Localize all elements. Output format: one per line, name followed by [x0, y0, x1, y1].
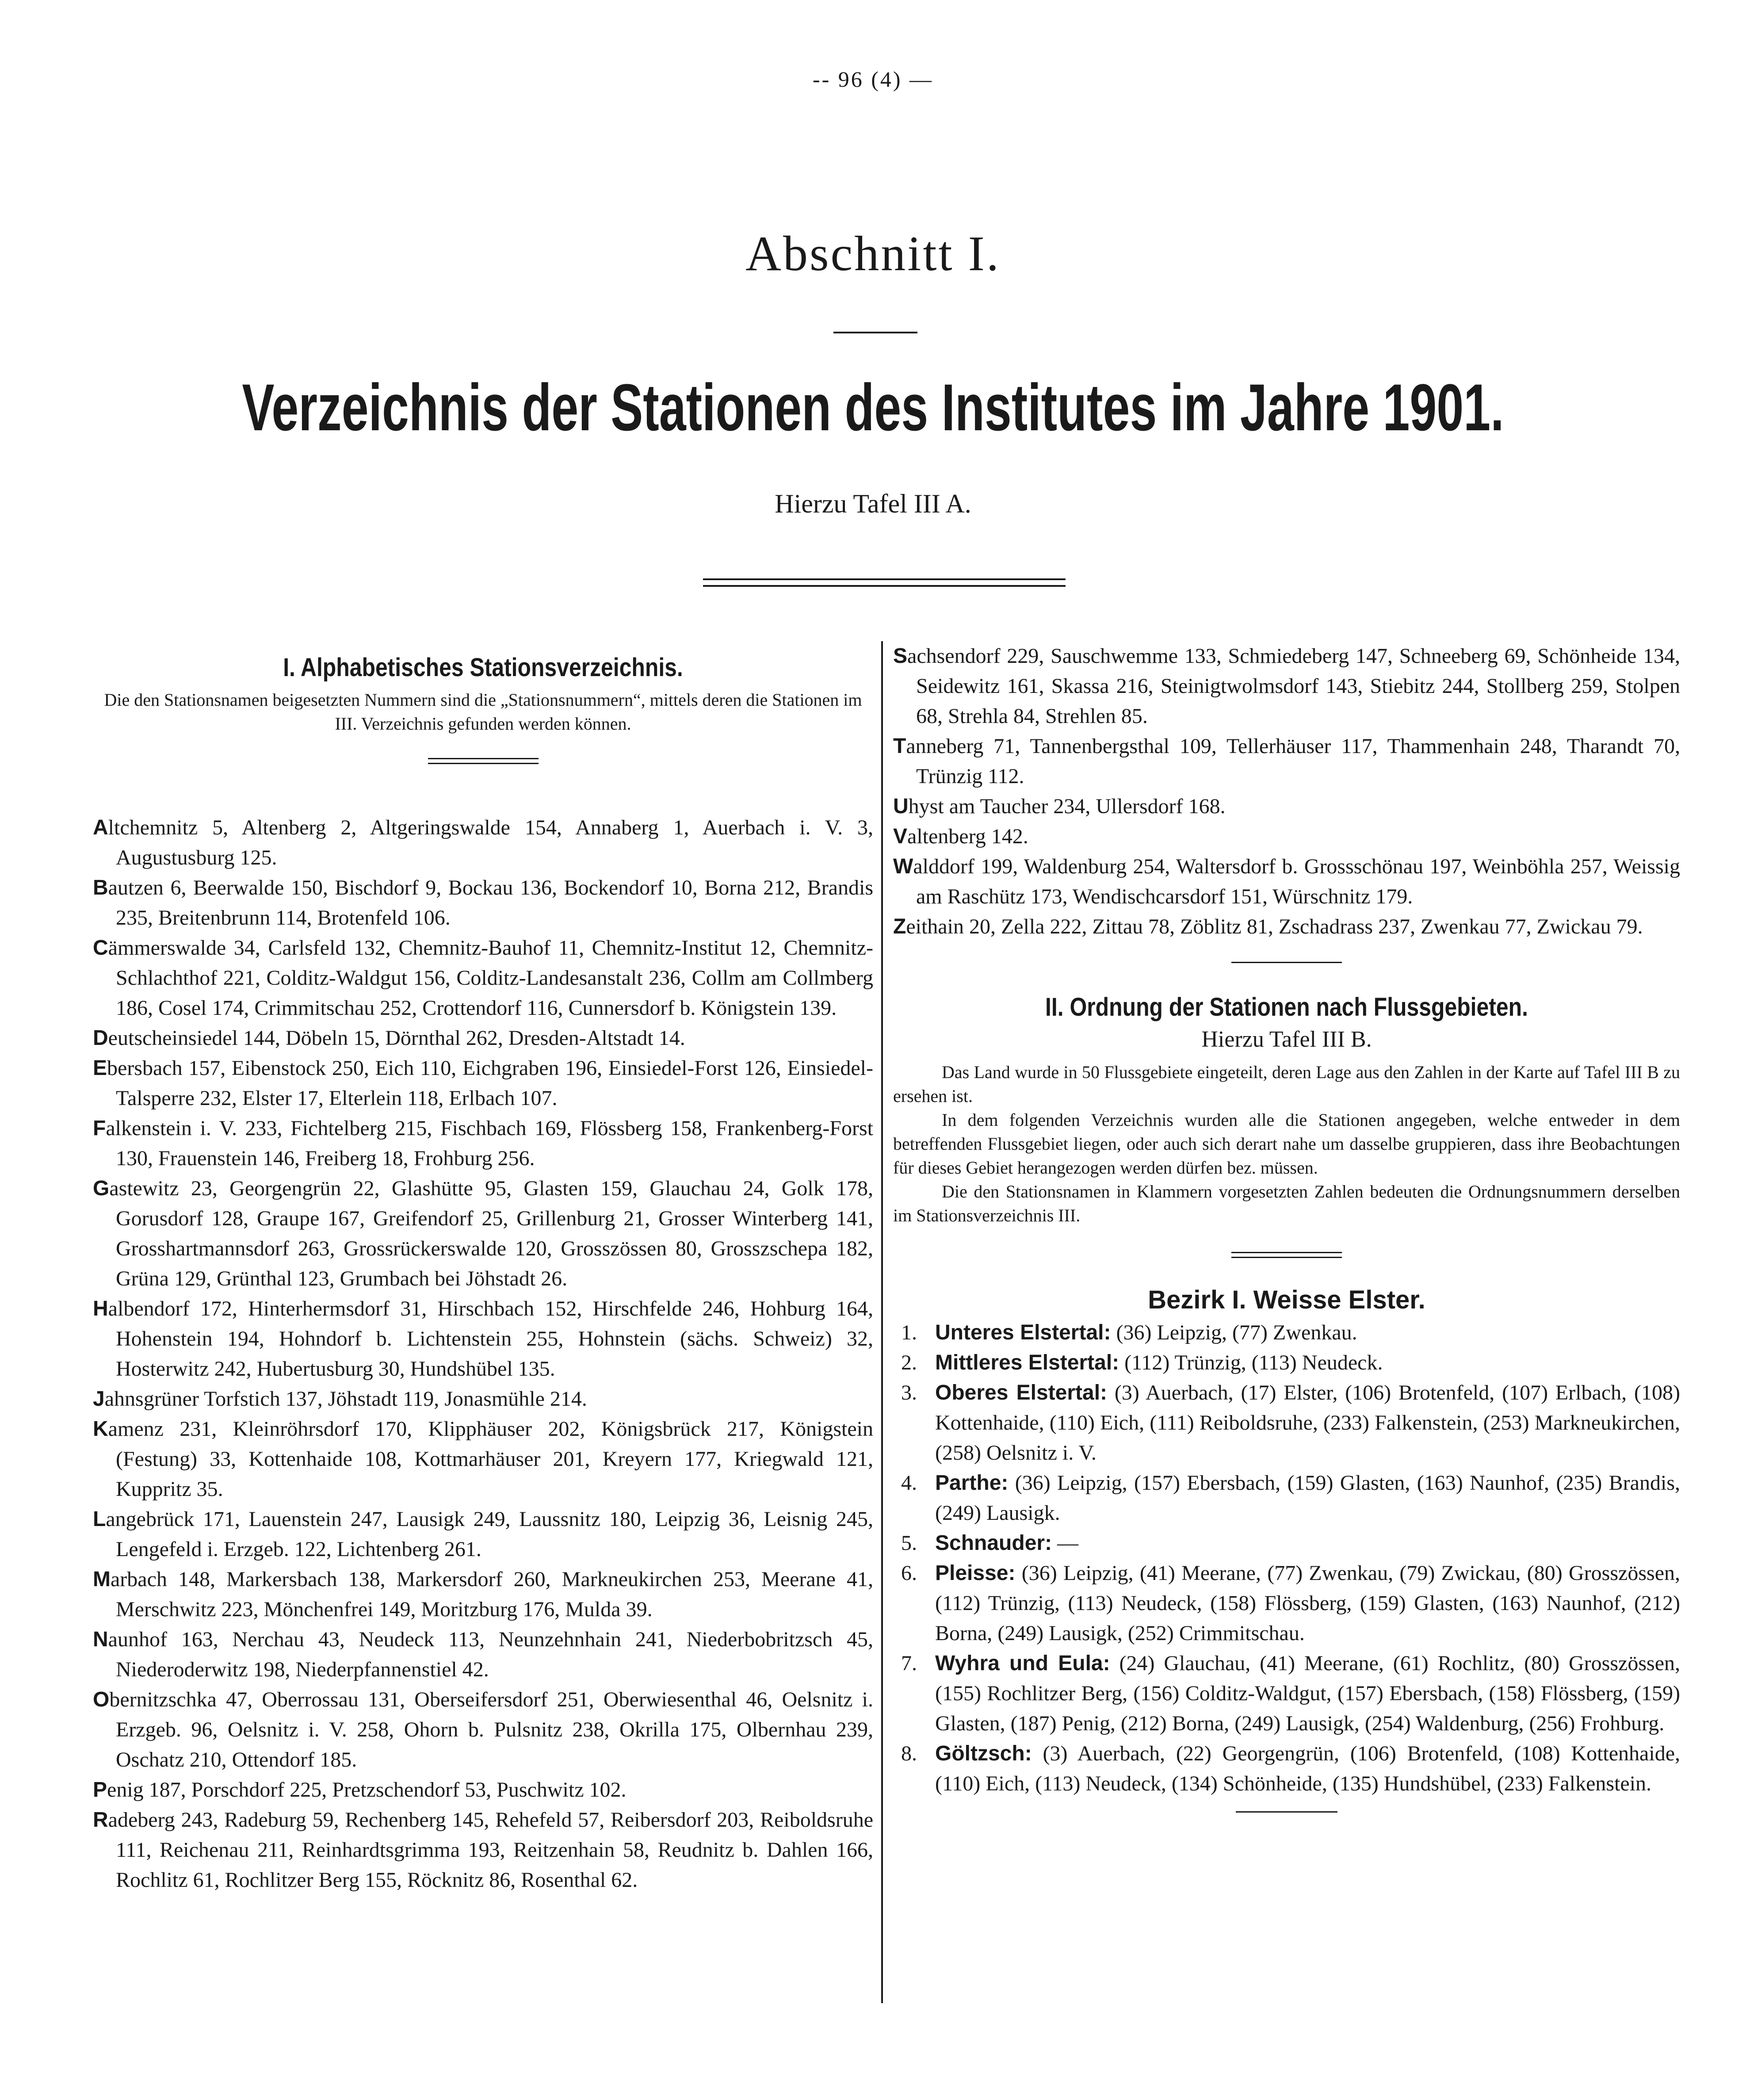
entry-initial: V: [893, 825, 908, 848]
entry-text: amenz 231, Kleinröhrsdorf 170, Klipphäuser 202, Königsbrück 217, Königstein (Festung) 33, Kottenhaide 108, Kottmarhäuser 201, Kreyern 177, Kriegwald 121, Kuppritz 35.: [108, 1417, 873, 1501]
entry-text: achsendorf 229, Sauschwemme 133, Schmiedeberg 147, Schneeberg 69, Schönheide 134, Seidewitz 161, Skassa 216, Steinigtwolmsdorf 143, Stiebitz 244, Stollberg 259, Stolpen 68, Strehla 84, Strehlen 85.: [907, 644, 1680, 728]
area-name: Unteres Elstertal:: [935, 1321, 1111, 1344]
entry-initial: U: [893, 795, 909, 818]
area-name: Pleisse:: [935, 1561, 1016, 1585]
entry-initial: T: [893, 734, 906, 758]
entry-initial: L: [93, 1507, 106, 1531]
part2-paragraph: Das Land wurde in 50 Flussgebiete eingeteilt, deren Lage aus den Zahlen in der Karte auf Tafel III B zu ersehen ist.: [893, 1062, 1680, 1106]
station-entry: [93, 1625, 873, 1685]
station-list-left: [93, 813, 873, 1895]
entry-text: astewitz 23, Georgengrün 22, Glashütte 95, Glasten 159, Glauchau 24, Golk 178, Gorusdorf 128, Graupe 167, Greifendorf 25, Grillenburg 21, Grosser Winterberg 141, Grosshartmannsdorf 263, Grossrückerswalde 120, Grosszössen 80, Grosszschepa 182, Grüna 129, Grünthal 123, Grumbach bei Jöhstadt 26.: [109, 1177, 873, 1290]
station-entry: [93, 933, 873, 1023]
station-entry: [893, 731, 1680, 792]
part2-subheading: Hierzu Tafel III B.: [1201, 1027, 1372, 1052]
station-entry: [93, 1294, 873, 1384]
station-entry: [893, 912, 1680, 942]
entry-text: eutscheinsiedel 144, Döbeln 15, Dörnthal 262, Dresden-Altstadt 14.: [108, 1026, 685, 1050]
flussgebiet-item: [893, 1348, 1680, 1378]
entry-text: alddorf 199, Waldenburg 254, Waltersdorf b. Grossschönau 197, Weinböhla 257, Weissig am Raschütz 173, Wendischcarsdorf 151, Würschnitz 179.: [913, 855, 1680, 908]
station-entry: [93, 1174, 873, 1294]
entry-initial: J: [93, 1387, 105, 1411]
bezirk-title: Bezirk I. Weisse Elster.: [1148, 1285, 1425, 1314]
station-entry: [93, 873, 873, 933]
entry-initial: B: [93, 876, 108, 899]
entry-text: aunhof 163, Nerchau 43, Neudeck 113, Neunzehnhain 241, Niederbobritzsch 45, Niederoderwitz 198, Niederpfannenstiel 42.: [108, 1628, 873, 1681]
entry-initial: Z: [893, 915, 906, 938]
entry-initial: W: [893, 855, 913, 878]
item-number: 2.: [901, 1351, 917, 1374]
station-entry: [93, 1504, 873, 1564]
entry-initial: G: [93, 1177, 110, 1200]
flussgebiet-list: [893, 1318, 1680, 1799]
station-entry: [893, 792, 1680, 822]
station-entry: [93, 1775, 873, 1805]
area-stations: (24) Glauchau, (41) Meerane, (61) Rochlitz, (80) Grosszössen, (155) Rochlitzer Berg, (156) Colditz-Waldgut, (157) Ebersbach, (158) Flössberg, (159) Glasten, (187) Penig, (212) Borna, (249) Lausigk, (254) Waldenburg, (256) Frohburg.: [935, 1652, 1680, 1735]
part1-rule: [428, 758, 539, 764]
area-stations: (112) Trünzig, (113) Neudeck.: [1119, 1351, 1383, 1374]
entry-initial: M: [93, 1568, 111, 1591]
entry-initial: H: [93, 1297, 108, 1320]
station-entry: [893, 641, 1680, 731]
area-name: Parthe:: [935, 1471, 1009, 1495]
station-list-right: [893, 641, 1680, 942]
entry-text: ahnsgrüner Torfstich 137, Jöhstadt 119, Jonasmühle 214.: [104, 1387, 587, 1411]
item-number: 3.: [901, 1381, 917, 1404]
entry-text: altenberg 142.: [907, 825, 1028, 848]
station-entry: [93, 1685, 873, 1775]
entry-initial: D: [93, 1026, 108, 1050]
entry-text: bernitzschka 47, Oberrossau 131, Oberseifersdorf 251, Oberwiesenthal 46, Oelsnitz i. Erzgeb. 96, Oelsnitz i. V. 258, Ohorn b. Pulsnitz 238, Okrilla 175, Olbernhau 239, Oschatz 210, Ottendorf 185.: [109, 1688, 873, 1771]
station-entry: [893, 822, 1680, 852]
flussgebiet-item: [893, 1558, 1680, 1649]
entry-text: eithain 20, Zella 222, Zittau 78, Zöblitz 81, Zschadrass 237, Zwenkau 77, Zwickau 79.: [906, 915, 1643, 938]
entry-text: hyst am Taucher 234, Ullersdorf 168.: [908, 795, 1226, 818]
station-entry: [93, 1414, 873, 1504]
entry-initial: P: [93, 1778, 107, 1802]
entry-initial: O: [93, 1688, 110, 1711]
subtitle: Hierzu Tafel III A.: [775, 489, 971, 518]
end-rule: [1236, 1811, 1337, 1813]
item-number: 1.: [901, 1321, 917, 1344]
entry-initial: N: [93, 1628, 108, 1651]
item-number: 5.: [901, 1531, 917, 1555]
section-title: Abschnitt I.: [745, 226, 1001, 281]
entry-initial: A: [93, 816, 108, 839]
area-name: Schnauder:: [935, 1531, 1052, 1555]
entry-initial: F: [93, 1117, 106, 1140]
entry-text: arbach 148, Markersbach 138, Markersdorf 260, Markneukirchen 253, Meerane 41, Merschwitz 223, Mönchenfrei 149, Moritzburg 176, Mulda 39.: [110, 1568, 873, 1621]
entry-initial: E: [93, 1056, 107, 1080]
area-stations: (36) Leipzig, (77) Zwenkau.: [1111, 1321, 1357, 1344]
entry-text: enig 187, Porschdorf 225, Pretzschendorf 53, Puschwitz 102.: [107, 1778, 627, 1802]
flussgebiet-item: [893, 1468, 1680, 1528]
entry-text: ämmerswalde 34, Carlsfeld 132, Chemnitz-Bauhof 11, Chemnitz-Institut 12, Chemnitz-Schlachthof 221, Colditz-Waldgut 156, Colditz-Landesanstalt 236, Collm am Collmberg 186, Cosel 174, Crimmitschau 252, Crottendorf 116, Cunnersdorf b. Königstein 139.: [108, 936, 873, 1020]
station-entry: [93, 1564, 873, 1625]
entry-initial: K: [93, 1417, 108, 1441]
flussgebiet-item: [893, 1378, 1680, 1468]
flussgebiet-item: [893, 1318, 1680, 1348]
entry-text: angebrück 171, Lauenstein 247, Lausigk 249, Laussnitz 180, Leipzig 36, Leisnig 245, Lengefeld i. Erzgeb. 122, Lichtenberg 261.: [106, 1507, 873, 1561]
item-number: 7.: [901, 1652, 917, 1675]
station-entry: [93, 1113, 873, 1174]
station-entry: [893, 852, 1680, 912]
entry-initial: S: [893, 644, 908, 668]
area-stations: (3) Auerbach, (17) Elster, (106) Brotenfeld, (107) Erlbach, (108) Kottenhaide, (110) Eich, (111) Reiboldsruhe, (233) Falkenstein, (253) Markneukirchen, (258) Oelsnitz i. V.: [935, 1381, 1680, 1465]
flussgebiet-item: [893, 1649, 1680, 1739]
item-number: 4.: [901, 1471, 917, 1495]
area-stations: (36) Leipzig, (157) Ebersbach, (159) Glasten, (163) Naunhof, (235) Brandis, (249) Lausigk.: [935, 1471, 1680, 1525]
entry-text: ltchemnitz 5, Altenberg 2, Altgeringswalde 154, Annaberg 1, Auerbach i. V. 3, Augustusburg 125.: [108, 816, 873, 869]
column-divider: [881, 641, 883, 2003]
station-entry: [93, 1805, 873, 1895]
entry-text: alkenstein i. V. 233, Fichtelberg 215, Fischbach 169, Flössberg 158, Frankenberg-Forst 130, Frauenstein 146, Freiberg 18, Frohburg 256.: [106, 1117, 873, 1170]
part2-paragraph: In dem folgenden Verzeichnis wurden alle die Stationen angegeben, welche entweder in dem betreffenden Flussgebiet liegen, oder auch sich derart nahe um dasselbe gruppieren, dass ihre Beobachtungen für dieses Gebiet herangezogen werden dürfen bez. müssen.: [893, 1110, 1680, 1178]
double-rule: [703, 578, 1066, 587]
page-number: -- 96 (4) —: [812, 67, 934, 92]
area-stations: —: [1052, 1531, 1079, 1555]
part1-intro: Die den Stationsnamen beigesetzten Nummern sind die „Stationsnummern“, mittels deren die Stationen im III. Verzeichnis gefunden werden können.: [104, 690, 862, 734]
area-name: Göltzsch:: [935, 1742, 1032, 1765]
area-stations: (36) Leipzig, (41) Meerane, (77) Zwenkau, (79) Zwickau, (80) Grosszössen, (112) Trünzig, (113) Neudeck, (158) Flössberg, (159) Glasten, (163) Naunhof, (212) Borna, (249) Lausigk, (252) Crimmitschau.: [935, 1561, 1680, 1645]
entry-initial: C: [93, 936, 108, 960]
area-name: Oberes Elstertal:: [935, 1381, 1108, 1404]
entry-text: anneberg 71, Tannenbergsthal 109, Tellerhäuser 117, Thammenhain 248, Tharandt 70, Trünzig 112.: [906, 734, 1680, 788]
part2-rule: [1231, 1252, 1342, 1258]
part1-heading: I. Alphabetisches Stationsverzeichnis.: [283, 653, 683, 682]
entry-text: bersbach 157, Eibenstock 250, Eich 110, Eichgraben 196, Einsiedel-Forst 126, Einsiedel-Talsperre 232, Elster 17, Elterlein 118, Erlbach 107.: [107, 1056, 873, 1110]
area-name: Mittleres Elstertal:: [935, 1351, 1119, 1374]
entry-text: adeberg 243, Radeburg 59, Rechenberg 145, Rehefeld 57, Reibersdorf 203, Reiboldsruhe 111, Reichenau 211, Reinhardtsgrimma 193, Reitzenhain 58, Reudnitz b. Dahlen 166, Rochlitz 61, Rochlitzer Berg 155, Röcknitz 86, Rosenthal 62.: [108, 1808, 873, 1892]
entry-text: albendorf 172, Hinterhermsdorf 31, Hirschbach 152, Hirschfelde 246, Hohburg 164, Hohenstein 194, Hohndorf b. Lichtenstein 255, Hohnstein (sächs. Schweiz) 32, Hosterwitz 242, Hubertusburg 30, Hundshübel 135.: [108, 1297, 873, 1381]
station-entry: [93, 1384, 873, 1414]
left-column: [93, 641, 873, 1895]
right-column: [893, 641, 1680, 1813]
entry-text: autzen 6, Beerwalde 150, Bischdorf 9, Bockau 136, Bockendorf 10, Borna 212, Brandis 235, Breitenbrunn 114, Brotenfeld 106.: [108, 876, 873, 930]
title-rule: [833, 332, 917, 333]
part2-paragraph: Die den Stationsnamen in Klammern vorgesetzten Zahlen bedeuten die Ordnungsnummern derselben im Stationsverzeichnis III.: [893, 1182, 1680, 1225]
station-entry: [93, 813, 873, 873]
station-entry: [93, 1053, 873, 1113]
station-entry: [93, 1023, 873, 1053]
area-stations: (3) Auerbach, (22) Georgengrün, (106) Brotenfeld, (108) Kottenhaide, (110) Eich, (113) Neudeck, (134) Schönheide, (135) Hundshübel, (233) Falkenstein.: [935, 1742, 1680, 1795]
area-name: Wyhra und Eula:: [935, 1652, 1110, 1675]
part2-heading: II. Ordnung der Stationen nach Flussgebieten.: [1045, 993, 1528, 1021]
flussgebiet-item: [893, 1528, 1680, 1558]
item-number: 6.: [901, 1561, 917, 1585]
flussgebiet-item: [893, 1739, 1680, 1799]
entry-initial: R: [93, 1808, 108, 1832]
item-number: 8.: [901, 1742, 917, 1765]
main-title: Verzeichnis der Stationen des Institutes im Jahre 1901.: [242, 370, 1504, 444]
